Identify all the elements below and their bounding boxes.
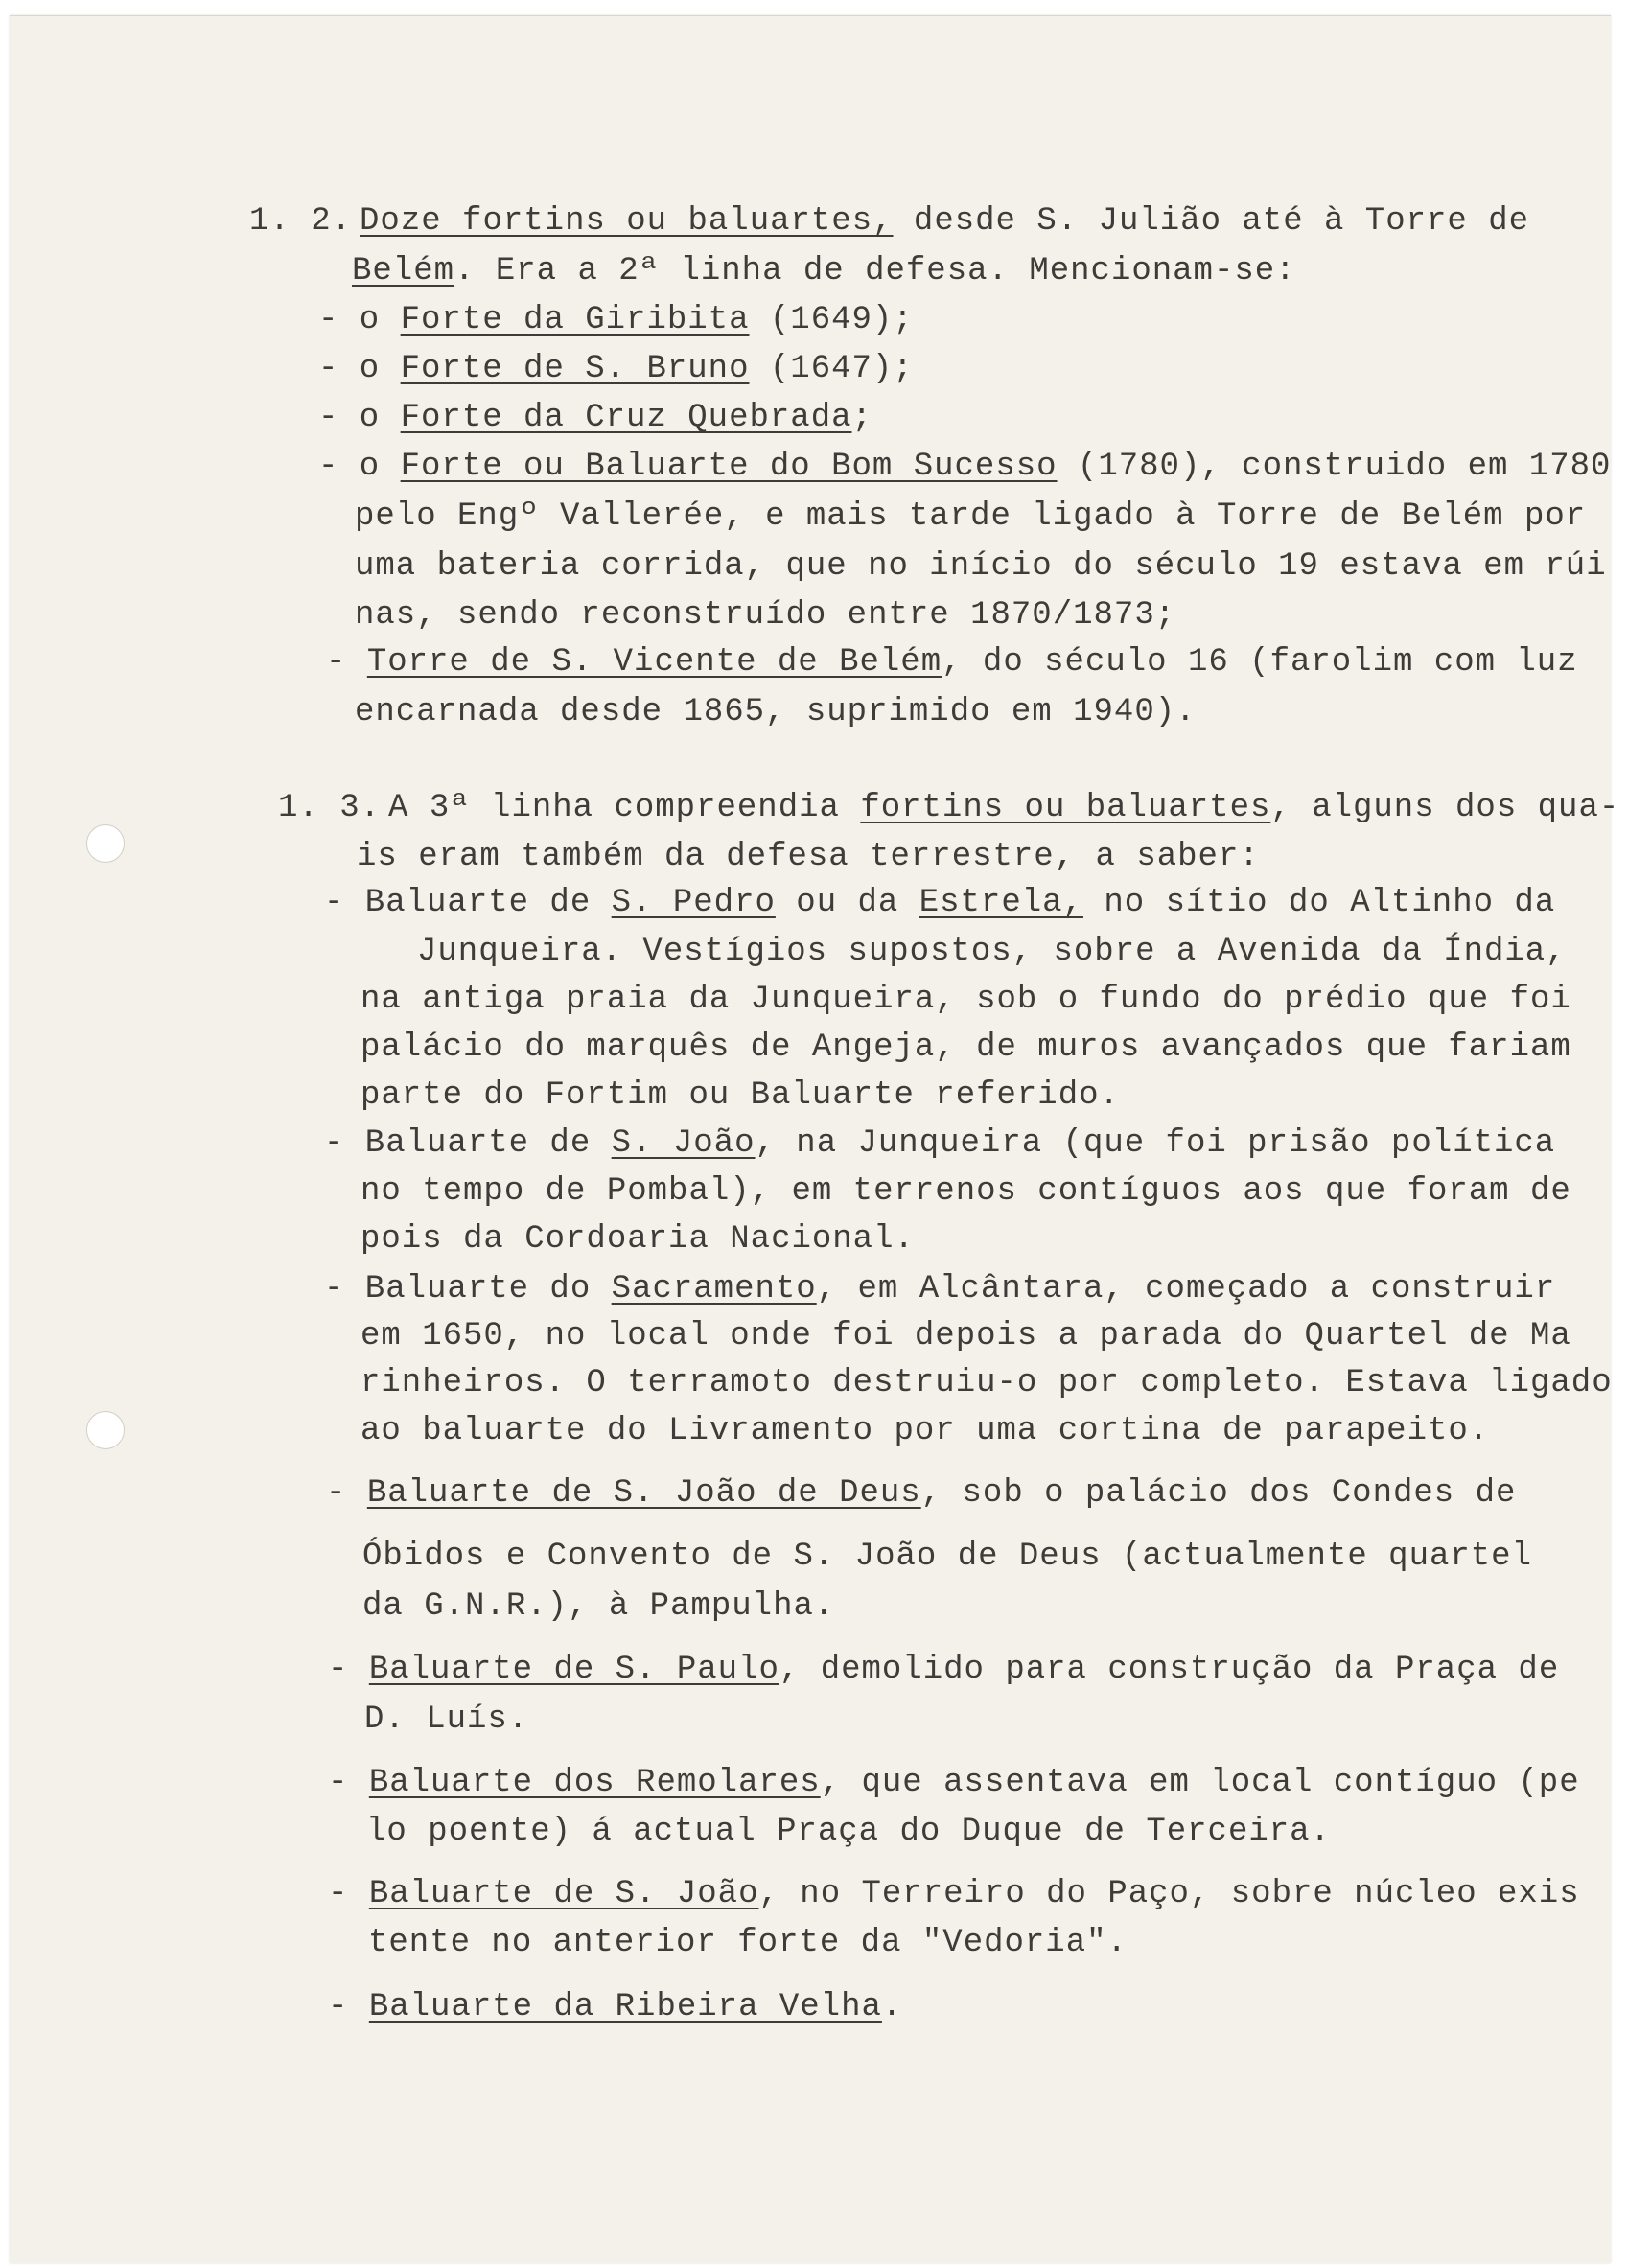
section-1-3-heading: 1. 3. A 3ª linha compreendia fortins ou baluartes, alguns dos qua- (278, 790, 1620, 826)
text-line: Óbidos e Convento de S. João de Deus (actualmente quartel (362, 1539, 1532, 1575)
text-line: ao baluarte do Livramento por uma cortina de parapeito. (360, 1413, 1490, 1449)
list-item: - Baluarte de S. Pedro ou da Estrela, no sítio do Altinho da (324, 885, 1556, 921)
section-title: Doze fortins ou baluartes, (360, 203, 894, 240)
list-item: - Baluarte de S. João, no Terreiro do Paço, sobre núcleo exis (328, 1876, 1580, 1912)
typed-text (10, 16, 1620, 2263)
text-line: uma bateria corrida, que no início do século 19 estava em rúi (355, 548, 1607, 585)
text-line: tente no anterior forte da "Vedoria". (368, 1925, 1128, 1961)
text-line: pelo Engº Vallerée, e mais tarde ligado à Torre de Belém por (355, 498, 1587, 535)
text-line: D. Luís. (364, 1701, 529, 1738)
list-item: - Torre de S. Vicente de Belém, do século 16 (farolim com luz (326, 644, 1578, 681)
list-item: - o Forte de S. Bruno (1647); (318, 351, 914, 387)
section-number: 1. 3. (278, 790, 382, 826)
list-item: - o Forte da Cruz Quebrada; (318, 400, 872, 436)
text-line: no tempo de Pombal), em terrenos contíguos aos que foram de (360, 1173, 1571, 1210)
text-line: Belém. Era a 2ª linha de defesa. Mencionam-se: (352, 253, 1296, 289)
text-line: da G.N.R.), à Pampulha. (362, 1588, 835, 1625)
document-page (10, 15, 1620, 2263)
text-line: na antiga praia da Junqueira, sob o fundo do prédio que foi (360, 982, 1571, 1018)
list-item: - Baluarte de S. João, na Junqueira (que foi prisão política (324, 1125, 1556, 1162)
list-item: - Baluarte da Ribeira Velha. (328, 1989, 903, 2025)
text-line: pois da Cordoaria Nacional. (360, 1221, 915, 1258)
text-line: lo poente) á actual Praça do Duque de Terceira. (366, 1814, 1331, 1850)
list-item: - o Forte da Giribita (1649); (318, 302, 914, 338)
text-line: nas, sendo reconstruído entre 1870/1873; (355, 597, 1176, 634)
text-line: encarnada desde 1865, suprimido em 1940). (355, 694, 1197, 730)
list-item: - o Forte ou Baluarte do Bom Sucesso (1780), construido em 1780 (318, 449, 1612, 485)
list-item: - Baluarte de S. Paulo, demolido para construção da Praça de (328, 1652, 1560, 1688)
text-line: palácio do marquês de Angeja, de muros avançados que fariam (360, 1030, 1571, 1066)
list-item: - Baluarte de S. João de Deus, sob o palácio dos Condes de (326, 1475, 1517, 1512)
list-item: - Baluarte do Sacramento, em Alcântara, começado a construir (324, 1271, 1556, 1308)
text-line: rinheiros. O terramoto destruiu-o por completo. Estava ligado (360, 1365, 1613, 1401)
text-line: em 1650, no local onde foi depois a parada do Quartel de Ma (360, 1318, 1571, 1354)
text-line: parte do Fortim ou Baluarte referido. (360, 1077, 1120, 1114)
section-1-2-heading: 1. 2. Doze fortins ou baluartes, desde S. Julião até à Torre de (249, 203, 1530, 240)
list-item: - Baluarte dos Remolares, que assentava em local contíguo (pe (328, 1765, 1580, 1801)
text-line: is eram também da defesa terrestre, a saber: (357, 839, 1260, 875)
text-line: Junqueira. Vestígios supostos, sobre a Avenida da Índia, (417, 934, 1567, 970)
section-number: 1. 2. (249, 203, 353, 240)
